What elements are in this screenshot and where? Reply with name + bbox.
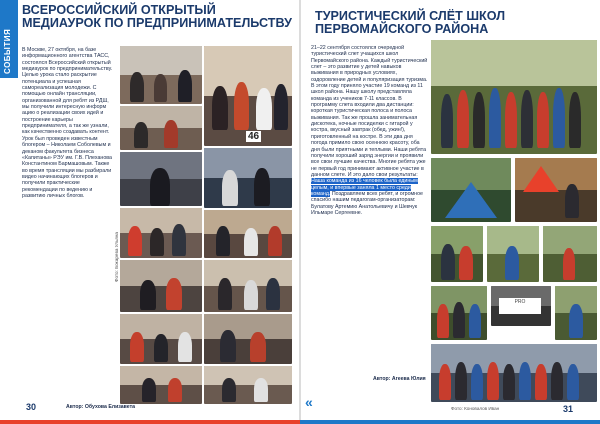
left-page: [0, 0, 299, 424]
author-right: Автор: Агеева Юлия: [373, 376, 426, 382]
photo-students-7: [120, 366, 202, 404]
photo-students-5: [120, 314, 202, 364]
photo-badge: 46: [248, 131, 260, 142]
photo-campfire-kids: [515, 158, 597, 222]
photo-classroom-3: [120, 106, 202, 150]
page-number-right: 31: [563, 404, 574, 414]
photo-students-1: [120, 208, 202, 258]
section-tab-label: СОБЫТИЯ: [3, 28, 12, 74]
photo-forest-trail: [543, 226, 597, 282]
section-tab: [0, 0, 18, 78]
page-number-left: 30: [26, 402, 37, 412]
decorative-stripe: [0, 414, 600, 424]
photo-stage: [204, 148, 292, 208]
banner-logo: PRO: [499, 298, 541, 314]
photo-students-8: [204, 366, 292, 404]
photo-speaker: [120, 152, 202, 206]
photo-award-team: [431, 344, 597, 402]
photo-classroom-1: [120, 46, 202, 104]
article-title-left: ВСЕРОССИЙСКИЙ ОТКРЫТЫЙ МЕДИАУРОК ПО ПРЕДПРИНИМАТЕЛЬСТВУ: [22, 3, 292, 31]
photo-students-3: [120, 260, 202, 312]
photo-forest-run: [487, 226, 539, 282]
author-left: Автор: Обухова Елизавета: [66, 404, 136, 410]
photo-students-4: [204, 260, 292, 312]
photo-students-2: [204, 210, 292, 258]
article-body-left: В Москве, 27 октября, на базе информационного агентства ТАСС, состоялся Всероссийский открытый медиаурок по предпринимательству. Целью урока стало раскрытие потенциала и успешная самореализация молодежи. С помощью онлайн трансляции, организованной для ребят из РДШ, мы получили интересную информ ацию о реализации своих идей и построение карьеры предпринимателя, а так же узнали, как качественно создавать контент. Урок был проведен известным блогером – Николаем Соболевым и деканом факультета бизнеса «Капитаны» РЭУ им. Г.В. Плеханова Константином Бармашовым. Также во время трансляции мы разбирали видео начинающих блогеров и получили практические рекомендации по ведению и развитию личных блогов.: [22, 47, 113, 199]
chevron-decor-icon: «: [305, 394, 313, 410]
right-page: [301, 0, 600, 424]
photo-students-6: [204, 314, 292, 364]
body-text-part-2: Поздравляем всех ребят, и огромное спасибо нашим педагогам-организаторам: Булатову Артемию Анатольевичу и Шевчук Ильмаре Сергеевне.: [311, 190, 423, 216]
photo-banner: [491, 286, 551, 326]
photo-credit-left: Фото: Бокарева Ульяна: [114, 232, 119, 282]
photo-group-1: [431, 286, 487, 340]
article-title-right: ТУРИСТИЧЕСКИЙ СЛЁТ ШКОЛ ПЕРВОМАЙСКОГО РАЙОНА: [315, 9, 506, 37]
photo-group-2: [555, 286, 597, 340]
photo-kids-portrait: [431, 226, 483, 282]
body-highlight: Наша команда из 16 человек была единым целым, и впервые заняла 1 место среди команд.: [311, 178, 418, 197]
photo-tent: [431, 158, 511, 222]
photo-team-forest: [431, 40, 597, 154]
photo-credit-right: Фото: Коновалов Иван: [451, 406, 500, 411]
article-body-right: [311, 45, 429, 216]
body-text-part-1: 21–22 сентября состоялся очередной туристический слет учащихся школ Первомайского района. Каждый туристический слет – это развитие у детей навыков выживания в природных условиях, оздоровление детей и популяризация туризма. В этом году приняло участие 19 команд из 11 школ района. Нашу школу представляла команда из учеников 7-11 классов. В программу слета входили два дистанции: короткая туристическая полоса и полоса выживания. Так же прошла занимательная дискотека, ночные посиделки с гитарой у костра, вкусный завтрак (обед, ужин!), приготовленный на костре. В эти два дня погода примило свою осеннюю красоту, оба дня были приятными и теплыми. Наши ребята получили хороший заряд энергии и проявили все свои лучшие качества. Многие ребята уже не первый год принимают активное участие в данном слете. И это дало свои результаты:: [311, 45, 428, 178]
